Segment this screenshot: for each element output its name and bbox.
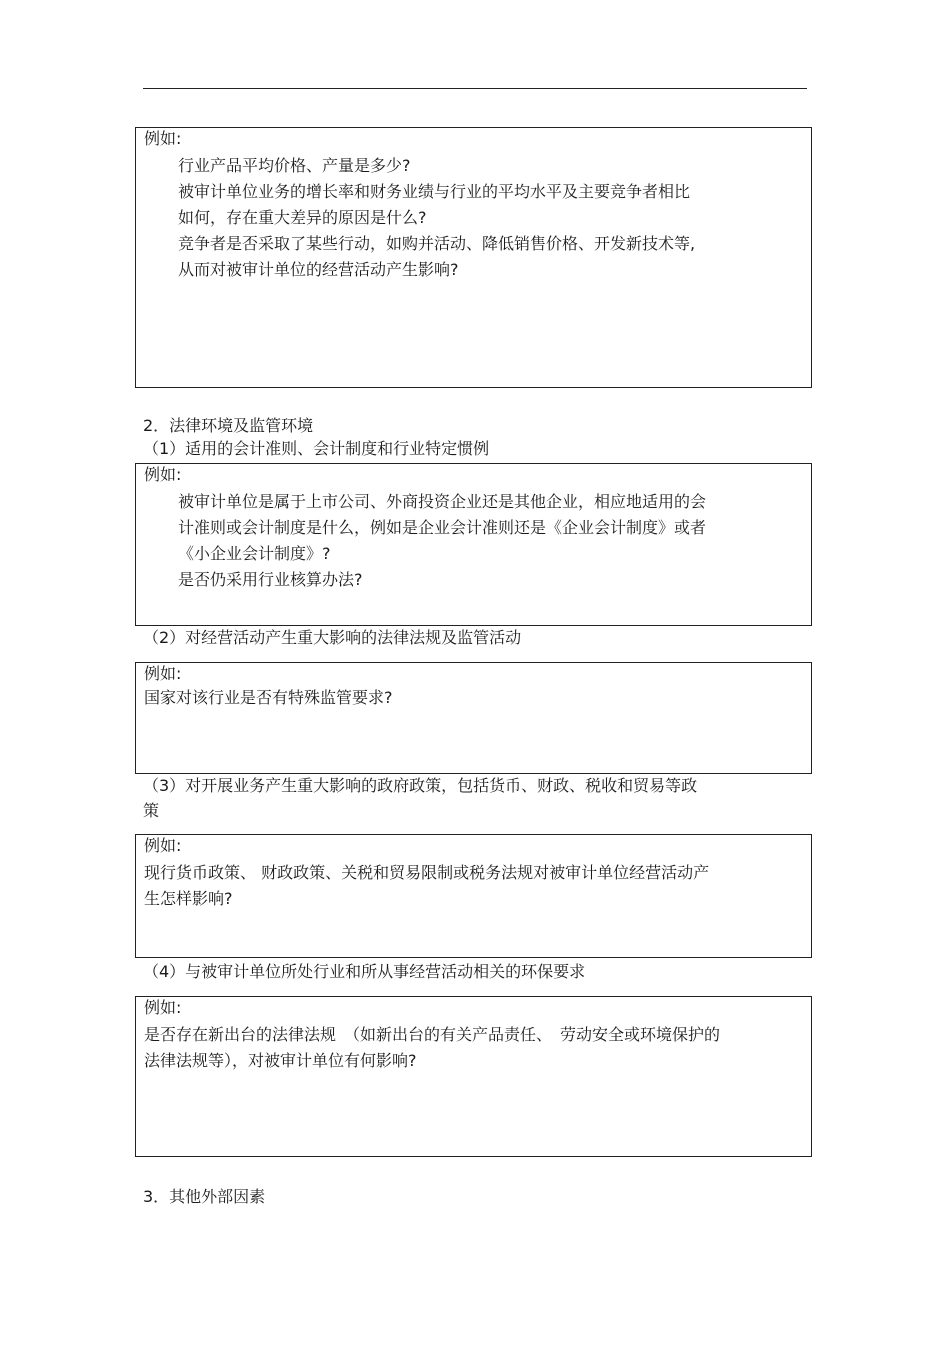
example-label: 例如: [144, 465, 182, 484]
subsection-heading: （2）对经营活动产生重大影响的法律法规及监管活动 [143, 628, 522, 647]
example-label: 例如: [144, 129, 182, 148]
section-heading: 3．其他外部因素 [143, 1187, 266, 1206]
example-line: 《小企业会计制度》? [178, 544, 331, 563]
section-heading: 2．法律环境及监管环境 [143, 416, 314, 435]
header-rule [143, 88, 807, 89]
example-line: 被审计单位是属于上市公司、外商投资企业还是其他企业，相应地适用的会 [178, 492, 707, 511]
industry-example-box [135, 127, 812, 388]
environmental-example-box [135, 996, 812, 1157]
example-line: 被审计单位业务的增长率和财务业绩与行业的平均水平及主要竞争者相比 [178, 182, 691, 201]
example-line: 竞争者是否采取了某些行动，如购并活动、降低销售价格、开发新技术等, [178, 234, 696, 253]
example-label: 例如: [144, 664, 182, 683]
accounting-standards-example-box [135, 463, 812, 626]
example-line: 行业产品平均价格、产量是多少? [178, 156, 411, 175]
subsection-heading: （3）对开展业务产生重大影响的政府政策，包括货币、财政、税收和贸易等政 [143, 776, 698, 795]
regulation-example-box [135, 662, 812, 774]
subsection-heading: （4）与被审计单位所处行业和所从事经营活动相关的环保要求 [143, 962, 586, 981]
example-label: 例如: [144, 836, 182, 855]
example-line: 计准则或会计制度是什么，例如是企业会计准则还是《企业会计制度》或者 [178, 518, 707, 537]
example-label: 例如: [144, 998, 182, 1017]
subsection-heading-cont: 策 [143, 801, 160, 820]
example-line: 现行货币政策、 财政政策、关税和贸易限制或税务法规对被审计单位经营活动产 [144, 863, 710, 882]
example-line: 是否仍采用行业核算办法? [178, 570, 363, 589]
policy-example-box [135, 834, 812, 958]
example-line: 如何，存在重大差异的原因是什么? [178, 208, 427, 227]
example-line: 从而对被审计单位的经营活动产生影响? [178, 260, 459, 279]
example-line: 国家对该行业是否有特殊监管要求? [144, 688, 393, 707]
example-line: 法律法规等），对被审计单位有何影响? [144, 1051, 417, 1070]
example-line: 生怎样影响? [144, 889, 233, 908]
subsection-heading: （1）适用的会计准则、会计制度和行业特定惯例 [143, 439, 490, 458]
example-line: 是否存在新出台的法律法规 （如新出台的有关产品责任、 劳动安全或环境保护的 [144, 1025, 721, 1044]
